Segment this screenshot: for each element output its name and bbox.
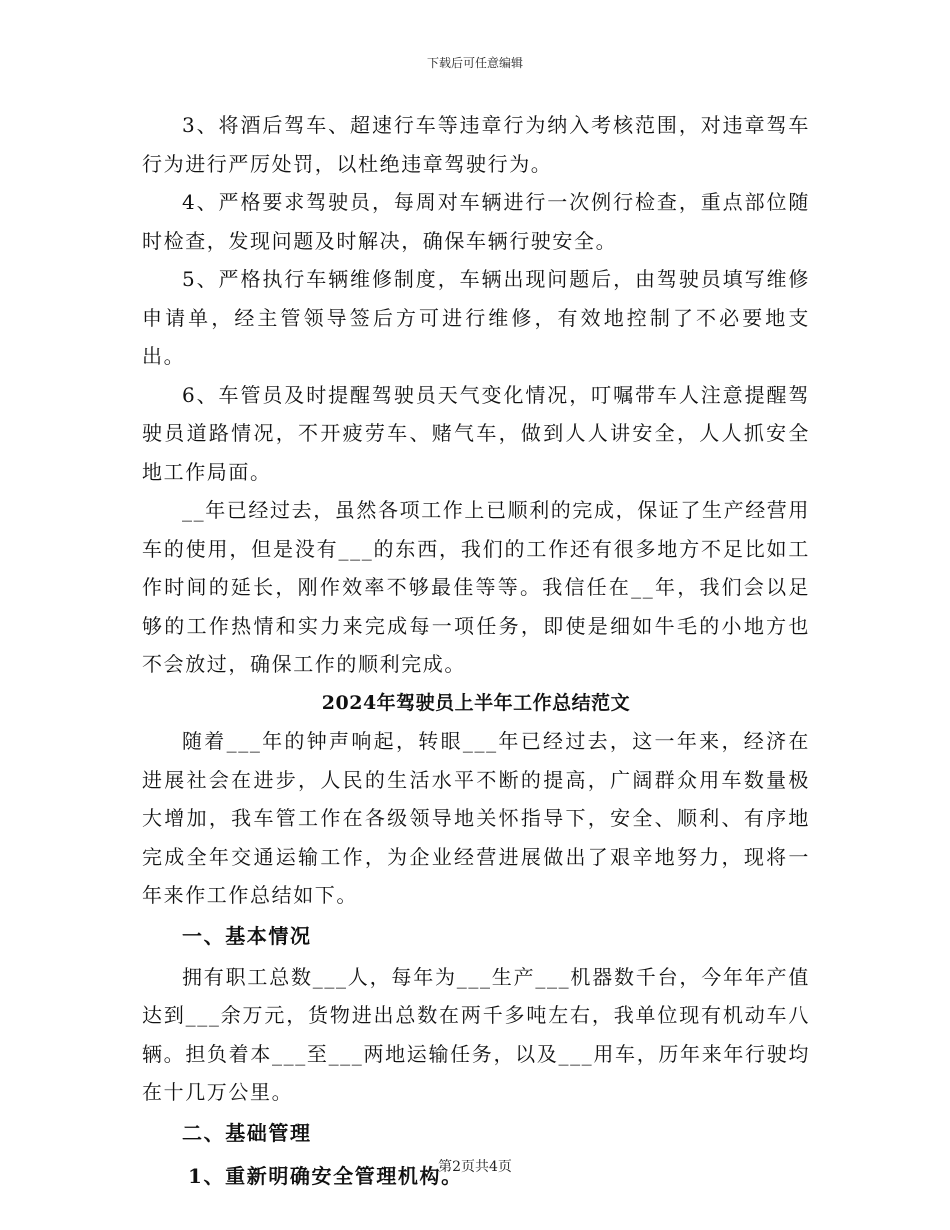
document-body [142, 106, 810, 1198]
paragraph-item-6: 6、车管员及时提醒驾驶员天气变化情况，叮嘱带车人注意提醒驾驶员道路情况，不开疲劳车、赌气车，做到人人讲安全，人人抓安全地工作局面。 [142, 382, 810, 484]
paragraph-conclusion: __年已经过去，虽然各项工作上已顺利的完成，保证了生产经营用车的使用，但是没有___的东西，我们的工作还有很多地方不足比如工作时间的延长，刚作效率不够最佳等等。我信任在__年，我们会以足够的工作热情和实力来完成每一项任务，即使是细如牛毛的小地方也不会放过，确保工作的顺利完成。 [142, 498, 810, 676]
paragraph-item-4: 4、严格要求驾驶员，每周对车辆进行一次例行检查，重点部位随时检查，发现问题及时解决，确保车辆行驶安全。 [142, 190, 810, 253]
section-heading-basic-info: 一、基本情况 [182, 923, 312, 948]
page-header: 下载后可任意编辑 [426, 56, 523, 70]
section-heading-basic-management: 二、基础管理 [182, 1120, 312, 1145]
subheading-safety-organization: 1、重新明确安全管理机构。 [188, 1163, 463, 1188]
paragraph-item-3: 3、将酒后驾车、超速行车等违章行为纳入考核范围，对违章驾车行为进行严厉处罚，以杜绝违章驾驶行为。 [142, 113, 810, 176]
paragraph-intro: 随着___年的钟声响起，转眼___年已经过去，这一年来，经济在进展社会在进步，人民的生活水平不断的提高，广阔群众用车数量极大增加，我车管工作在各级领导地关怀指导下，安全、顺利、有序地完成全年交通运输工作，为企业经营进展做出了艰辛地努力，现将一年来作工作总结如下。 [142, 729, 810, 907]
page-footer: 第2页共4页 [438, 1159, 512, 1175]
document-title: 2024年驾驶员上半年工作总结范文 [321, 691, 631, 714]
paragraph-item-5: 5、严格执行车辆维修制度，车辆出现问题后，由驾驶员填写维修申请单，经主管领导签后方可进行维修，有效地控制了不必要地支出。 [142, 267, 810, 368]
paragraph-basic-info: 拥有职工总数___人，每年为___生产___机器数千台，今年年产值达到___余万元，货物进出总数在两千多吨左右，我单位现有机动车八辆。担负着本___至___两地运输任务，以及___用车，历年来年行驶均在十几万公里。 [142, 964, 810, 1104]
